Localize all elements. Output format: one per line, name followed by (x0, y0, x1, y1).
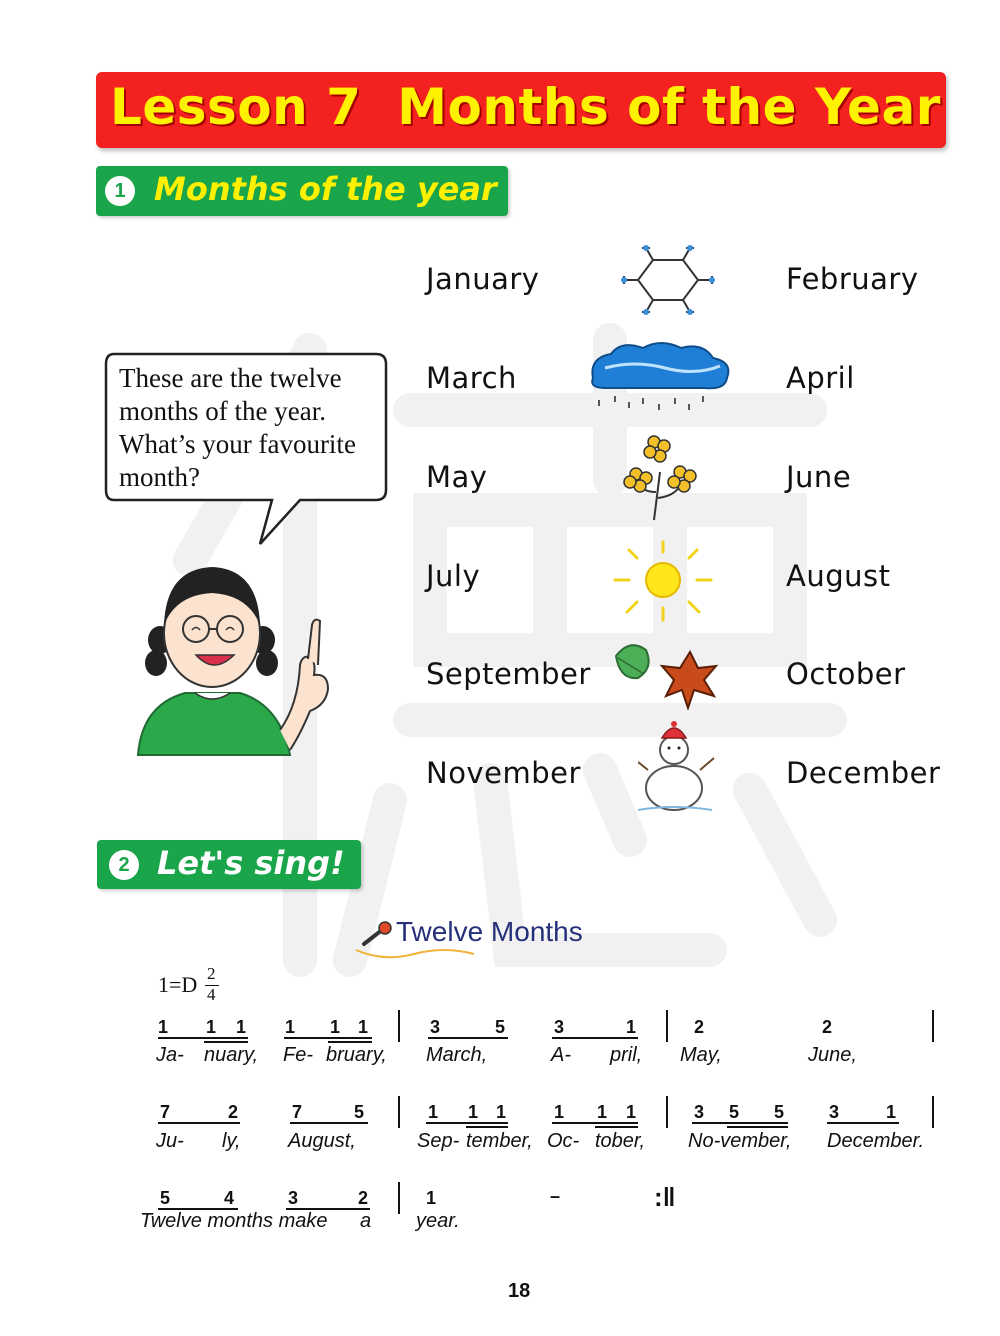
lyric: May, (680, 1044, 722, 1066)
leaves-icon (610, 638, 725, 710)
note: 5 (495, 1017, 506, 1037)
note: 5 (729, 1102, 740, 1122)
lyric: nuary, (204, 1044, 259, 1066)
beam (328, 1041, 372, 1043)
rest-dash: – (550, 1186, 561, 1206)
month-june: June (786, 460, 852, 494)
beam (595, 1126, 638, 1128)
beam (158, 1122, 240, 1124)
note: 5 (774, 1102, 785, 1122)
lyric: August, (288, 1130, 356, 1152)
barline (666, 1010, 668, 1042)
lyric: Twelve months make (140, 1210, 328, 1232)
note: 3 (554, 1017, 565, 1037)
barline (666, 1096, 668, 1128)
flower-icon (622, 432, 702, 522)
rain-cloud-icon (585, 338, 735, 418)
note: 1 (554, 1102, 565, 1122)
lyric: a (360, 1210, 372, 1232)
month-november: November (426, 756, 581, 790)
beam (284, 1037, 372, 1039)
lyric: ly, (222, 1130, 241, 1152)
section-1-number: 1 (105, 176, 135, 206)
note: 1 (426, 1188, 437, 1208)
repeat-sign: :‖ (654, 1182, 676, 1212)
note: 2 (358, 1188, 369, 1208)
lyric: December. (827, 1130, 925, 1152)
sun-icon (603, 538, 723, 628)
lyric: June, (808, 1044, 857, 1066)
note: 2 (694, 1017, 705, 1037)
month-april: April (786, 361, 855, 395)
section-1-header (96, 166, 508, 216)
section-2-number: 2 (109, 850, 139, 880)
note: 1 (158, 1017, 169, 1037)
note: 1 (206, 1017, 217, 1037)
section-1-title: Months of the year (154, 170, 497, 208)
barline (932, 1096, 934, 1128)
beam (158, 1037, 248, 1039)
note: 3 (694, 1102, 705, 1122)
note: 2 (822, 1017, 833, 1037)
beam (827, 1122, 899, 1124)
song-key: 1=D (158, 972, 198, 997)
song-title: Twelve Months (396, 916, 583, 947)
beam (428, 1037, 508, 1039)
month-september: September (426, 657, 591, 691)
beam (727, 1126, 788, 1128)
month-july: July (426, 559, 481, 593)
beam (290, 1122, 368, 1124)
note: 7 (292, 1102, 303, 1122)
note: 1 (496, 1102, 507, 1122)
time-signature-bottom: 4 (207, 985, 216, 1004)
lyric: bruary, (326, 1044, 387, 1066)
month-january: January (426, 262, 540, 296)
section-2-title: Let's sing! (157, 844, 345, 882)
note: 1 (626, 1017, 637, 1037)
barline (398, 1010, 400, 1042)
note: 5 (160, 1188, 171, 1208)
beam (692, 1122, 788, 1124)
note: 1 (597, 1102, 608, 1122)
speech-bubble-text: These are the twelve months of the year. What’s your favourite month? (119, 363, 356, 492)
note: 1 (285, 1017, 296, 1037)
barline (398, 1182, 400, 1214)
lyric: pril, (610, 1044, 643, 1066)
note: 1 (626, 1102, 637, 1122)
beam (552, 1037, 638, 1039)
lyric: Fe- (283, 1044, 313, 1066)
note: 7 (160, 1102, 171, 1122)
note: 1 (468, 1102, 479, 1122)
month-february: February (786, 262, 919, 296)
lyric: No-vember, (688, 1130, 792, 1152)
lyric: A- (551, 1044, 571, 1066)
month-may: May (426, 460, 488, 494)
page-number: 18 (508, 1280, 531, 1302)
girl-illustration (130, 555, 345, 770)
lyric: Ju- (156, 1130, 184, 1152)
lyric: Oc- (547, 1130, 580, 1152)
snowman-icon (638, 718, 718, 813)
note: 5 (354, 1102, 365, 1122)
beam (204, 1041, 248, 1043)
lesson-title: Lesson 7 Months of the Year (110, 78, 941, 136)
month-august: August (786, 559, 891, 593)
lyric: year. (416, 1210, 460, 1232)
note: 1 (236, 1017, 247, 1037)
month-march: March (426, 361, 517, 395)
note: 3 (829, 1102, 840, 1122)
month-december: December (786, 756, 941, 790)
note: 4 (224, 1188, 235, 1208)
snowflake-icon (618, 240, 718, 320)
time-signature-top: 2 (207, 964, 216, 983)
note: 1 (358, 1017, 369, 1037)
note: 3 (288, 1188, 299, 1208)
note: 1 (428, 1102, 439, 1122)
beam (426, 1122, 508, 1124)
note: 1 (330, 1017, 341, 1037)
month-october: October (786, 657, 906, 691)
lyric: Sep- (417, 1130, 460, 1152)
beam (552, 1122, 638, 1124)
lyric: tember, (466, 1130, 533, 1152)
note: 1 (886, 1102, 897, 1122)
barline (398, 1096, 400, 1128)
lyric: tober, (595, 1130, 646, 1152)
note: 2 (228, 1102, 239, 1122)
section-2-header (97, 840, 361, 889)
lesson-title-bar (96, 72, 946, 148)
lyric: Ja- (156, 1044, 184, 1066)
beam (466, 1126, 508, 1128)
note: 3 (430, 1017, 441, 1037)
barline (932, 1010, 934, 1042)
lyric: March, (426, 1044, 488, 1066)
